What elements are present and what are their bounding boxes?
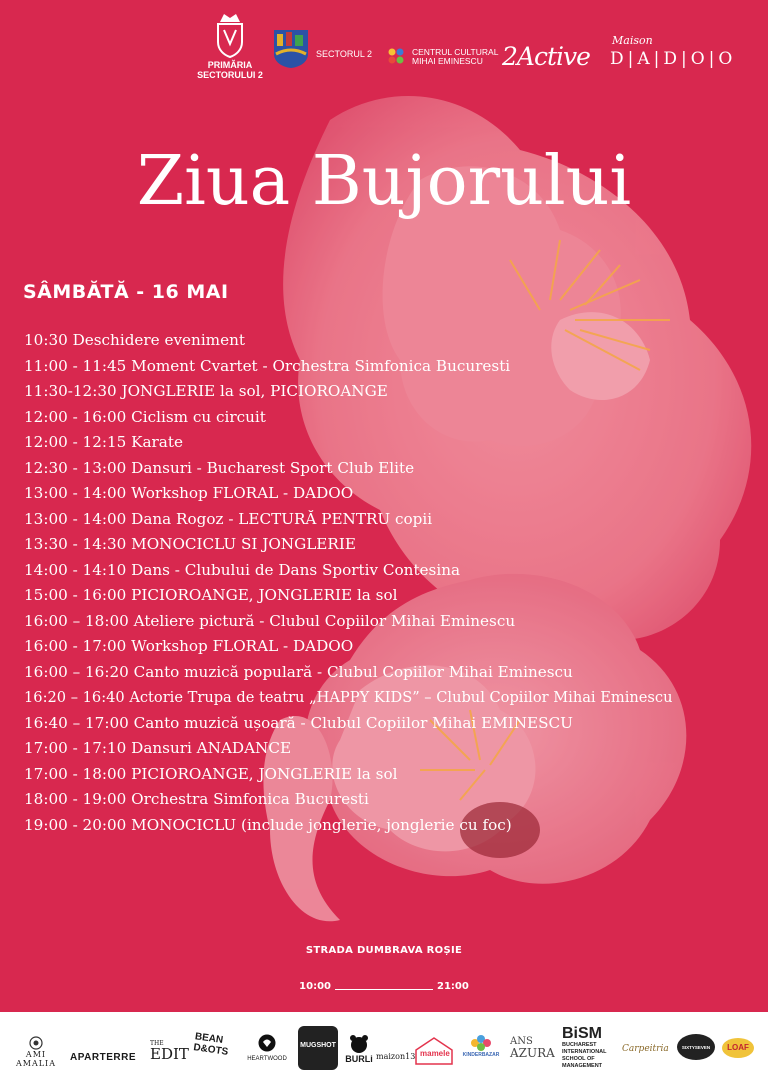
sector-emblem-icon — [272, 28, 310, 68]
schedule-item: 16:00 - 17:00 Workshop FLORAL - DADOO — [24, 637, 354, 655]
schedule-item: 12:30 - 13:00 Dansuri - Bucharest Sport Club Elite — [24, 458, 415, 477]
schedule-item: 17:00 - 18:00 PICIOROANGE, JONGLERIE la sol — [24, 764, 398, 783]
centru-line1: CENTRUL CULTURAL — [412, 47, 499, 57]
sponsor-logos-bar — [0, 1012, 768, 1085]
sponsor-maizon13: maizon13 — [376, 1052, 416, 1061]
sectorul-label: SECTORUL 2 — [316, 49, 373, 59]
kinderbazar-icon — [470, 1034, 492, 1052]
schedule-item: 16:00 – 18:00 Ateliere pictură - Clubul Copiilor Mihai Eminescu — [24, 611, 516, 630]
schedule-item: 13:00 - 14:00 Dana Rogoz - LECTURĂ PENTRU copii — [24, 509, 433, 528]
maison-label: Maison — [612, 34, 653, 47]
sponsor-heartwood: HEARTWOOD — [244, 1034, 290, 1062]
event-title: Ziua Bujorului — [136, 142, 632, 221]
sponsor-aparterre: APARTERRE — [70, 1052, 136, 1063]
schedule-item: 11:30-12:30 JONGLERIE la sol, PICIOROANGE — [24, 382, 388, 400]
schedule-item: 15:00 - 16:00 PICIOROANGE, JONGLERIE la sol — [24, 586, 398, 604]
schedule-item: 14:00 - 14:10 Dans - Clubului de Dans Sportiv Contesina — [24, 560, 461, 579]
hours-start: 10:00 — [299, 981, 331, 992]
heartwood-icon — [258, 1034, 276, 1052]
primaria-line1: PRIMĂRIA — [207, 60, 253, 70]
sponsor-sixtyseven: SIXTYSEVEN — [677, 1034, 715, 1060]
colored-dots-icon — [388, 48, 408, 66]
schedule-item: 19:00 - 20:00 MONOCICLU (include jonglerie, jonglerie cu foc) — [24, 815, 512, 834]
sponsor-loaf: LOAF — [722, 1038, 754, 1058]
primaria-line2: SECTORULUI 2 — [197, 70, 263, 80]
sponsor-the-edit: THE EDIT — [150, 1040, 189, 1063]
centru-line2: MIHAI EMINESCU — [412, 56, 483, 66]
partner-logos-header — [190, 10, 760, 90]
sponsor-bism: BiSM BUCHAREST INTERNATIONAL SCHOOL OF MANAGEMENT — [562, 1025, 607, 1069]
hours-divider — [335, 989, 433, 990]
primaria-sector2-logo — [190, 10, 270, 80]
sponsor-bean-dots: BEAN D&OTS — [192, 1031, 229, 1058]
schedule-item: 16:00 – 16:20 Canto muzică populară - Clubul Copiilor Mihai Eminescu — [24, 662, 573, 681]
schedule-item: 13:30 - 14:30 MONOCICLU SI JONGLERIE — [24, 535, 356, 553]
amiamalia-icon — [29, 1036, 43, 1050]
sponsor-amiamalia: AMI AMALIA — [8, 1036, 64, 1068]
schedule-item: 16:20 – 16:40 Actorie Trupa de teatru „HAPPY KIDS” – Clubul Copiilor Mihai Eminescu — [24, 689, 673, 706]
maison-dadoo-logo — [610, 34, 736, 69]
schedule-item: 17:00 - 17:10 Dansuri ANADANCE — [24, 739, 292, 757]
sponsor-mamele: mamele — [414, 1036, 454, 1066]
schedule-item: 13:00 - 14:00 Workshop FLORAL - DADOO — [24, 484, 354, 502]
2active-logo: 2Active — [502, 42, 590, 71]
schedule-item: 18:00 - 19:00 Orchestra Simfonica Bucuresti — [24, 790, 369, 808]
burli-icon — [349, 1034, 369, 1054]
crest-icon — [214, 10, 246, 58]
sponsor-cofetaria: Carpeitria — [622, 1044, 669, 1054]
hours-end: 21:00 — [437, 981, 469, 992]
centrul-cultural-logo — [388, 48, 498, 66]
sectorul2-logo — [272, 40, 372, 68]
sponsor-mugshot: MUGSHOT — [298, 1026, 338, 1070]
sponsor-burli: BURLi — [344, 1034, 374, 1064]
schedule-item: 16:40 – 17:00 Canto muzică ușoară - Clubul Copiilor Mihai EMINESCU — [24, 713, 573, 732]
sponsor-ans-azura: ANS AZURA — [510, 1036, 555, 1060]
schedule-item: 11:00 - 11:45 Moment Cvartet - Orchestra Simfonica Bucuresti — [24, 356, 511, 375]
dadoo-label: D|A|D|O|O — [610, 49, 737, 69]
venue-label: STRADA DUMBRAVA ROȘIE — [305, 945, 463, 956]
opening-hours — [0, 981, 768, 992]
schedule-item: 12:00 - 16:00 Ciclism cu circuit — [24, 407, 266, 426]
schedule-item: 10:30 Deschidere eveniment — [24, 331, 245, 349]
sponsor-kinderbazar: KINDERBAZAR — [460, 1034, 502, 1058]
schedule-list — [24, 328, 764, 838]
date-heading: SÂMBĂTĂ - 16 MAI — [23, 281, 229, 303]
schedule-item: 12:00 - 12:15 Karate — [24, 433, 183, 451]
